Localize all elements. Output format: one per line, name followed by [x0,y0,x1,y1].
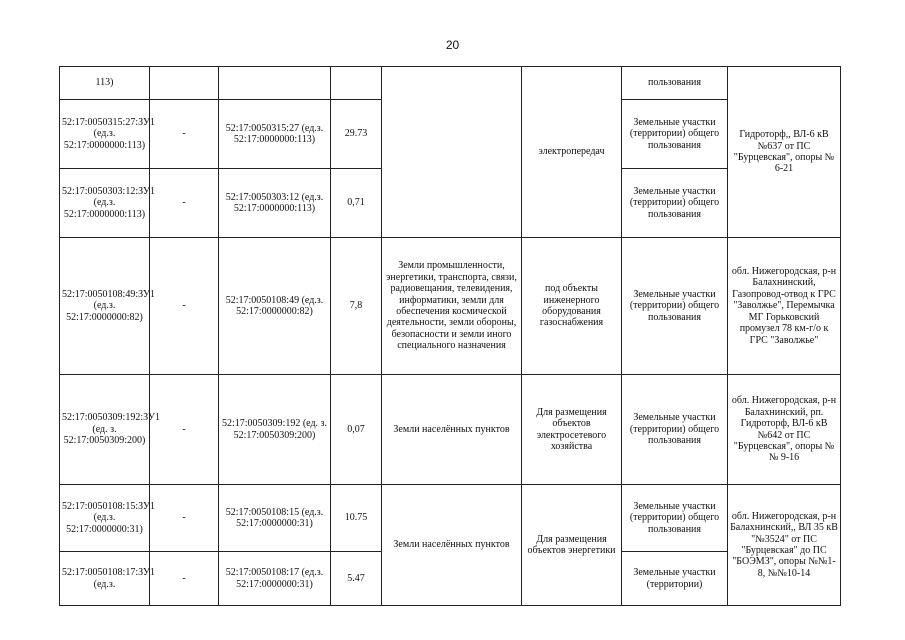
territory-cell: Земельные участки (территории) общего пользования [622,169,728,238]
parent-plot-cell: 52:17:0050309:192 (ед. з. 52:17:0050309:200) [219,375,331,485]
territory-cell: Земельные участки (территории) общего пользования [622,100,728,169]
table-row [60,375,841,485]
area-cell: 7,8 [331,238,382,375]
permitted-use-cell: Для размещения объектов электросетевого хозяйства [522,375,622,485]
parent-plot-cell [219,67,331,100]
area-cell: 0,07 [331,375,382,485]
permitted-use-cell: электропередач [522,67,622,238]
land-category-cell: Земли населённых пунктов [382,375,522,485]
plot-number-cell: 52:17:0050108:49:ЗУ1 (ед.з. 52:17:0000000:82) [60,238,150,375]
plot-number-cell: 52:17:0050108:17:ЗУ1 (ед.з. [60,552,150,606]
territory-cell: пользования [622,67,728,100]
parent-plot-cell: 52:17:0050108:15 (ед.з. 52:17:0000000:31) [219,485,331,552]
table-row [60,238,841,375]
territory-cell: Земельные участки (территории) общего пользования [622,238,728,375]
address-cell: Гидроторф,, ВЛ-6 кВ №637 от ПС "Бурцевская", опоры № 6-21 [728,67,841,238]
area-cell: 0,71 [331,169,382,238]
dash-cell: - [150,485,219,552]
plot-number-cell: 52:17:0050108:15:ЗУ1 (ед.з. 52:17:0000000:31) [60,485,150,552]
dash-cell: - [150,100,219,169]
parent-plot-cell: 52:17:0050303:12 (ед.з. 52:17:0000000:113) [219,169,331,238]
parent-plot-cell: 52:17:0050108:49 (ед.з. 52:17:0000000:82) [219,238,331,375]
plot-number-cell: 52:17:0050315:27:ЗУ1 (ед.з. 52:17:0000000:113) [60,100,150,169]
parent-plot-cell: 52:17:0050315:27 (ед.з. 52:17:0000000:113) [219,100,331,169]
area-cell: 10.75 [331,485,382,552]
area-cell: 29.73 [331,100,382,169]
land-plots-table [59,66,841,606]
plot-number-cell: 52:17:0050309:192:ЗУ1 (ед. з. 52:17:0050309:200) [60,375,150,485]
dash-cell: - [150,169,219,238]
land-category-cell: Земли промышленности, энергетики, транспорта, связи, радиовещания, телевидения, информатики, земли для обеспечения космической деятельности, земли обороны, безопасности и земли иного специального назначения [382,238,522,375]
territory-cell: Земельные участки (территории) общего пользования [622,375,728,485]
permitted-use-cell: под объекты инженерного оборудования газоснабжения [522,238,622,375]
plot-number-cell: 113) [60,67,150,100]
table-row [60,67,841,100]
land-category-cell [382,67,522,238]
area-cell: 5.47 [331,552,382,606]
territory-cell: Земельные участки (территории) общего пользования [622,485,728,552]
land-category-cell: Земли населённых пунктов [382,485,522,606]
area-cell [331,67,382,100]
territory-cell: Земельные участки (территории) [622,552,728,606]
table-row [60,485,841,552]
address-cell: обл. Нижегородская, р-н Балахнинский,, ВЛ 35 кВ "№3524" от ПС "Бурцевская" до ПС "БОЭМЗ", опоры №№1-8, №№10-14 [728,485,841,606]
dash-cell: - [150,238,219,375]
address-cell: обл. Нижегородская, р-н Балахнинский, рп. Гидроторф, ВЛ-6 кВ №642 от ПС "Бурцевская", опоры №№ 9-16 [728,375,841,485]
dash-cell: - [150,552,219,606]
dash-cell: - [150,375,219,485]
permitted-use-cell: Для размещения объектов энергетики [522,485,622,606]
plot-number-cell: 52:17:0050303:12:ЗУ1 (ед.з. 52:17:0000000:113) [60,169,150,238]
parent-plot-cell: 52:17:0050108:17 (ед.з. 52:17:0000000:31) [219,552,331,606]
page-number: 20 [445,38,460,52]
dash-cell [150,67,219,100]
address-cell: обл. Нижегородская, р-н Балахнинский, Газопровод-отвод к ГРС "Заволжье", Перемычка МГ Горьковский промузел 78 км-г/о к ГРС "Заволжье" [728,238,841,375]
